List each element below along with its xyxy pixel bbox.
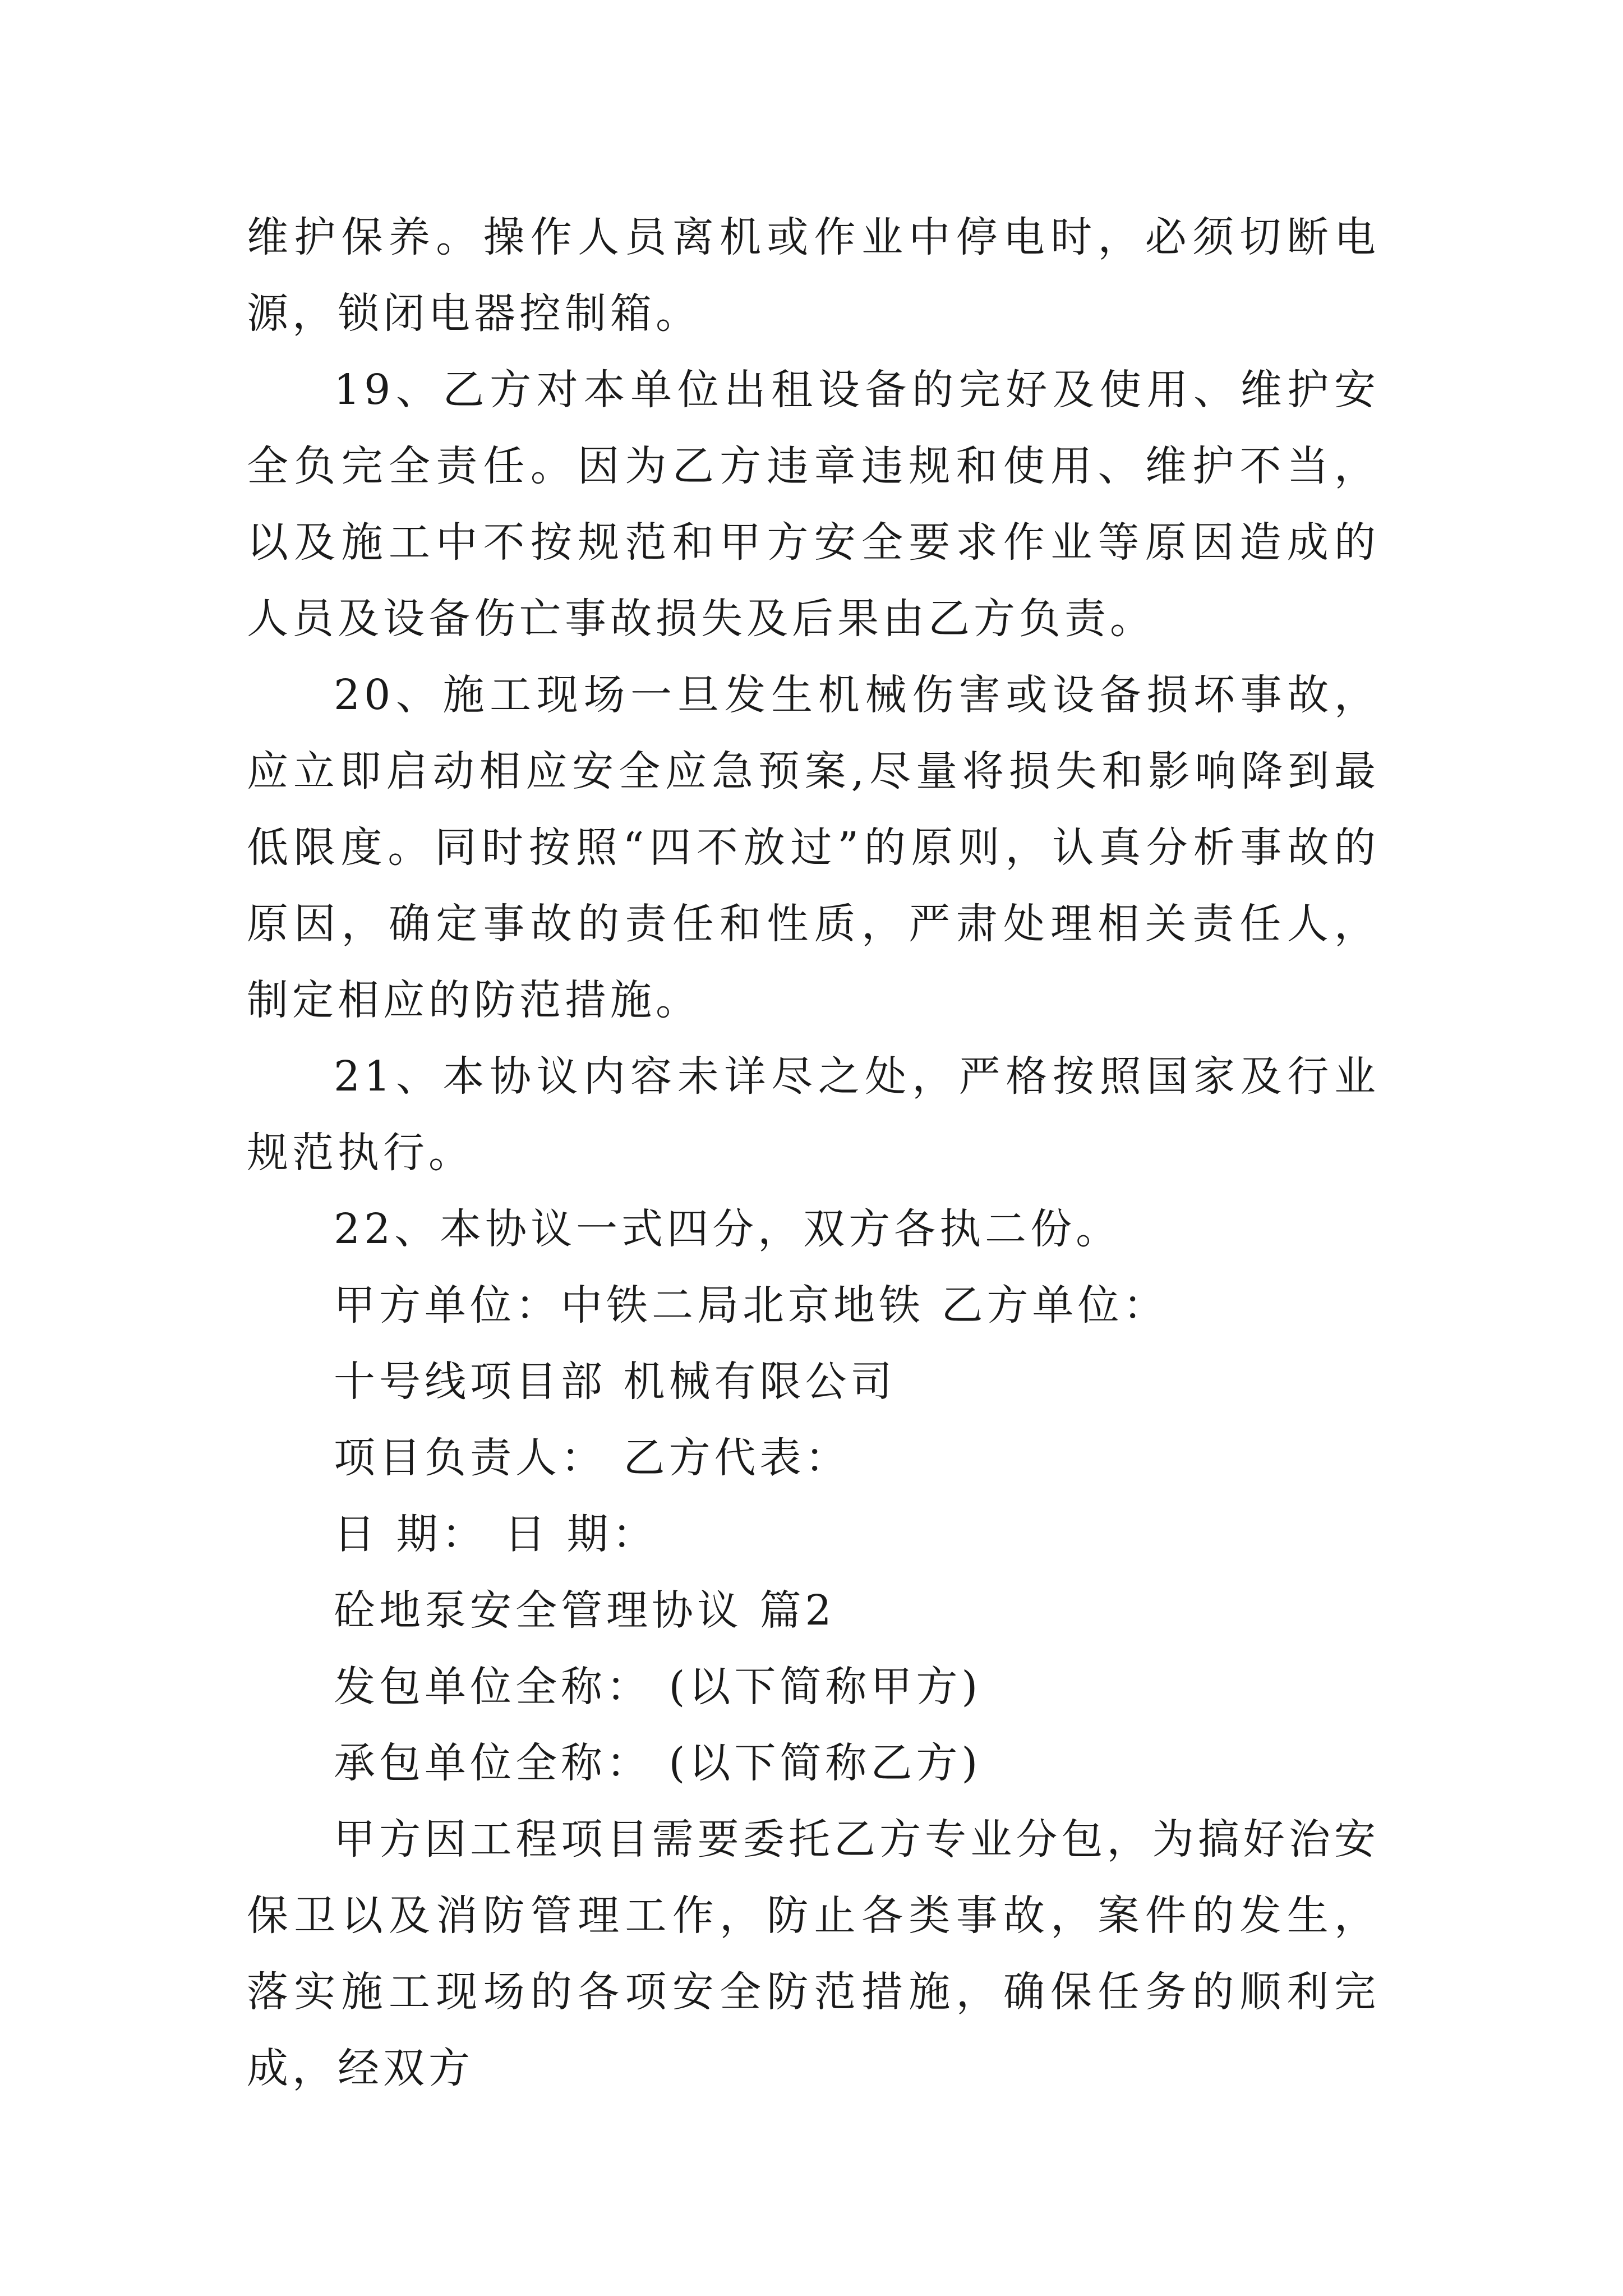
- paragraph-clause-21: 21、本协议内容未详尽之处，严格按照国家及行业规范执行。: [247, 1052, 1380, 1177]
- signature-representatives-line: 项目负责人： 乙方代表：: [334, 1434, 851, 1482]
- signature-dates-line: 日 期： 日 期：: [334, 1510, 658, 1558]
- paragraph-preamble: 甲方因工程项目需要委托乙方专业分包，为搞好治安保卫以及消防管理工作，防止各类事故，案件的发生，落实施工现场的各项安全防范措施，确保任务的顺利完成，经双方: [247, 1815, 1380, 2092]
- paragraph-continuation: 维护保养。操作人员离机或作业中停电时，必须切断电源，锁闭电器控制箱。: [247, 213, 1380, 338]
- paragraph-clause-22: 22、本协议一式四分，双方各执二份。: [334, 1205, 1122, 1253]
- document-body: [247, 199, 1380, 2106]
- subcontractor-party-line: 承包单位全称： (以下简称乙方): [334, 1739, 982, 1787]
- paragraph-clause-20: 20、施工现场一旦发生机械伤害或设备损坏事故，应立即启动相应安全应急预案,尽量将损失和影响降到最低限度。同时按照“四不放过”的原则，认真分析事故的原因，确定事故的责任和性质，严肃处理相关责任人，制定相应的防范措施。: [247, 671, 1380, 1024]
- contractor-party-line: 发包单位全称： (以下简称甲方): [334, 1663, 982, 1711]
- signature-parties-line: 甲方单位：中铁二局北京地铁 乙方单位：: [334, 1281, 1169, 1329]
- signature-units-line: 十号线项目部 机械有限公司: [334, 1358, 896, 1406]
- section-heading: 砼地泵安全管理协议 篇2: [334, 1586, 836, 1635]
- paragraph-clause-19: 19、乙方对本单位出租设备的完好及使用、维护安全负完全责任。因为乙方违章违规和使用、维护不当，以及施工中不按规范和甲方安全要求作业等原因造成的人员及设备伤亡事故损失及后果由乙方负责。: [247, 366, 1380, 643]
